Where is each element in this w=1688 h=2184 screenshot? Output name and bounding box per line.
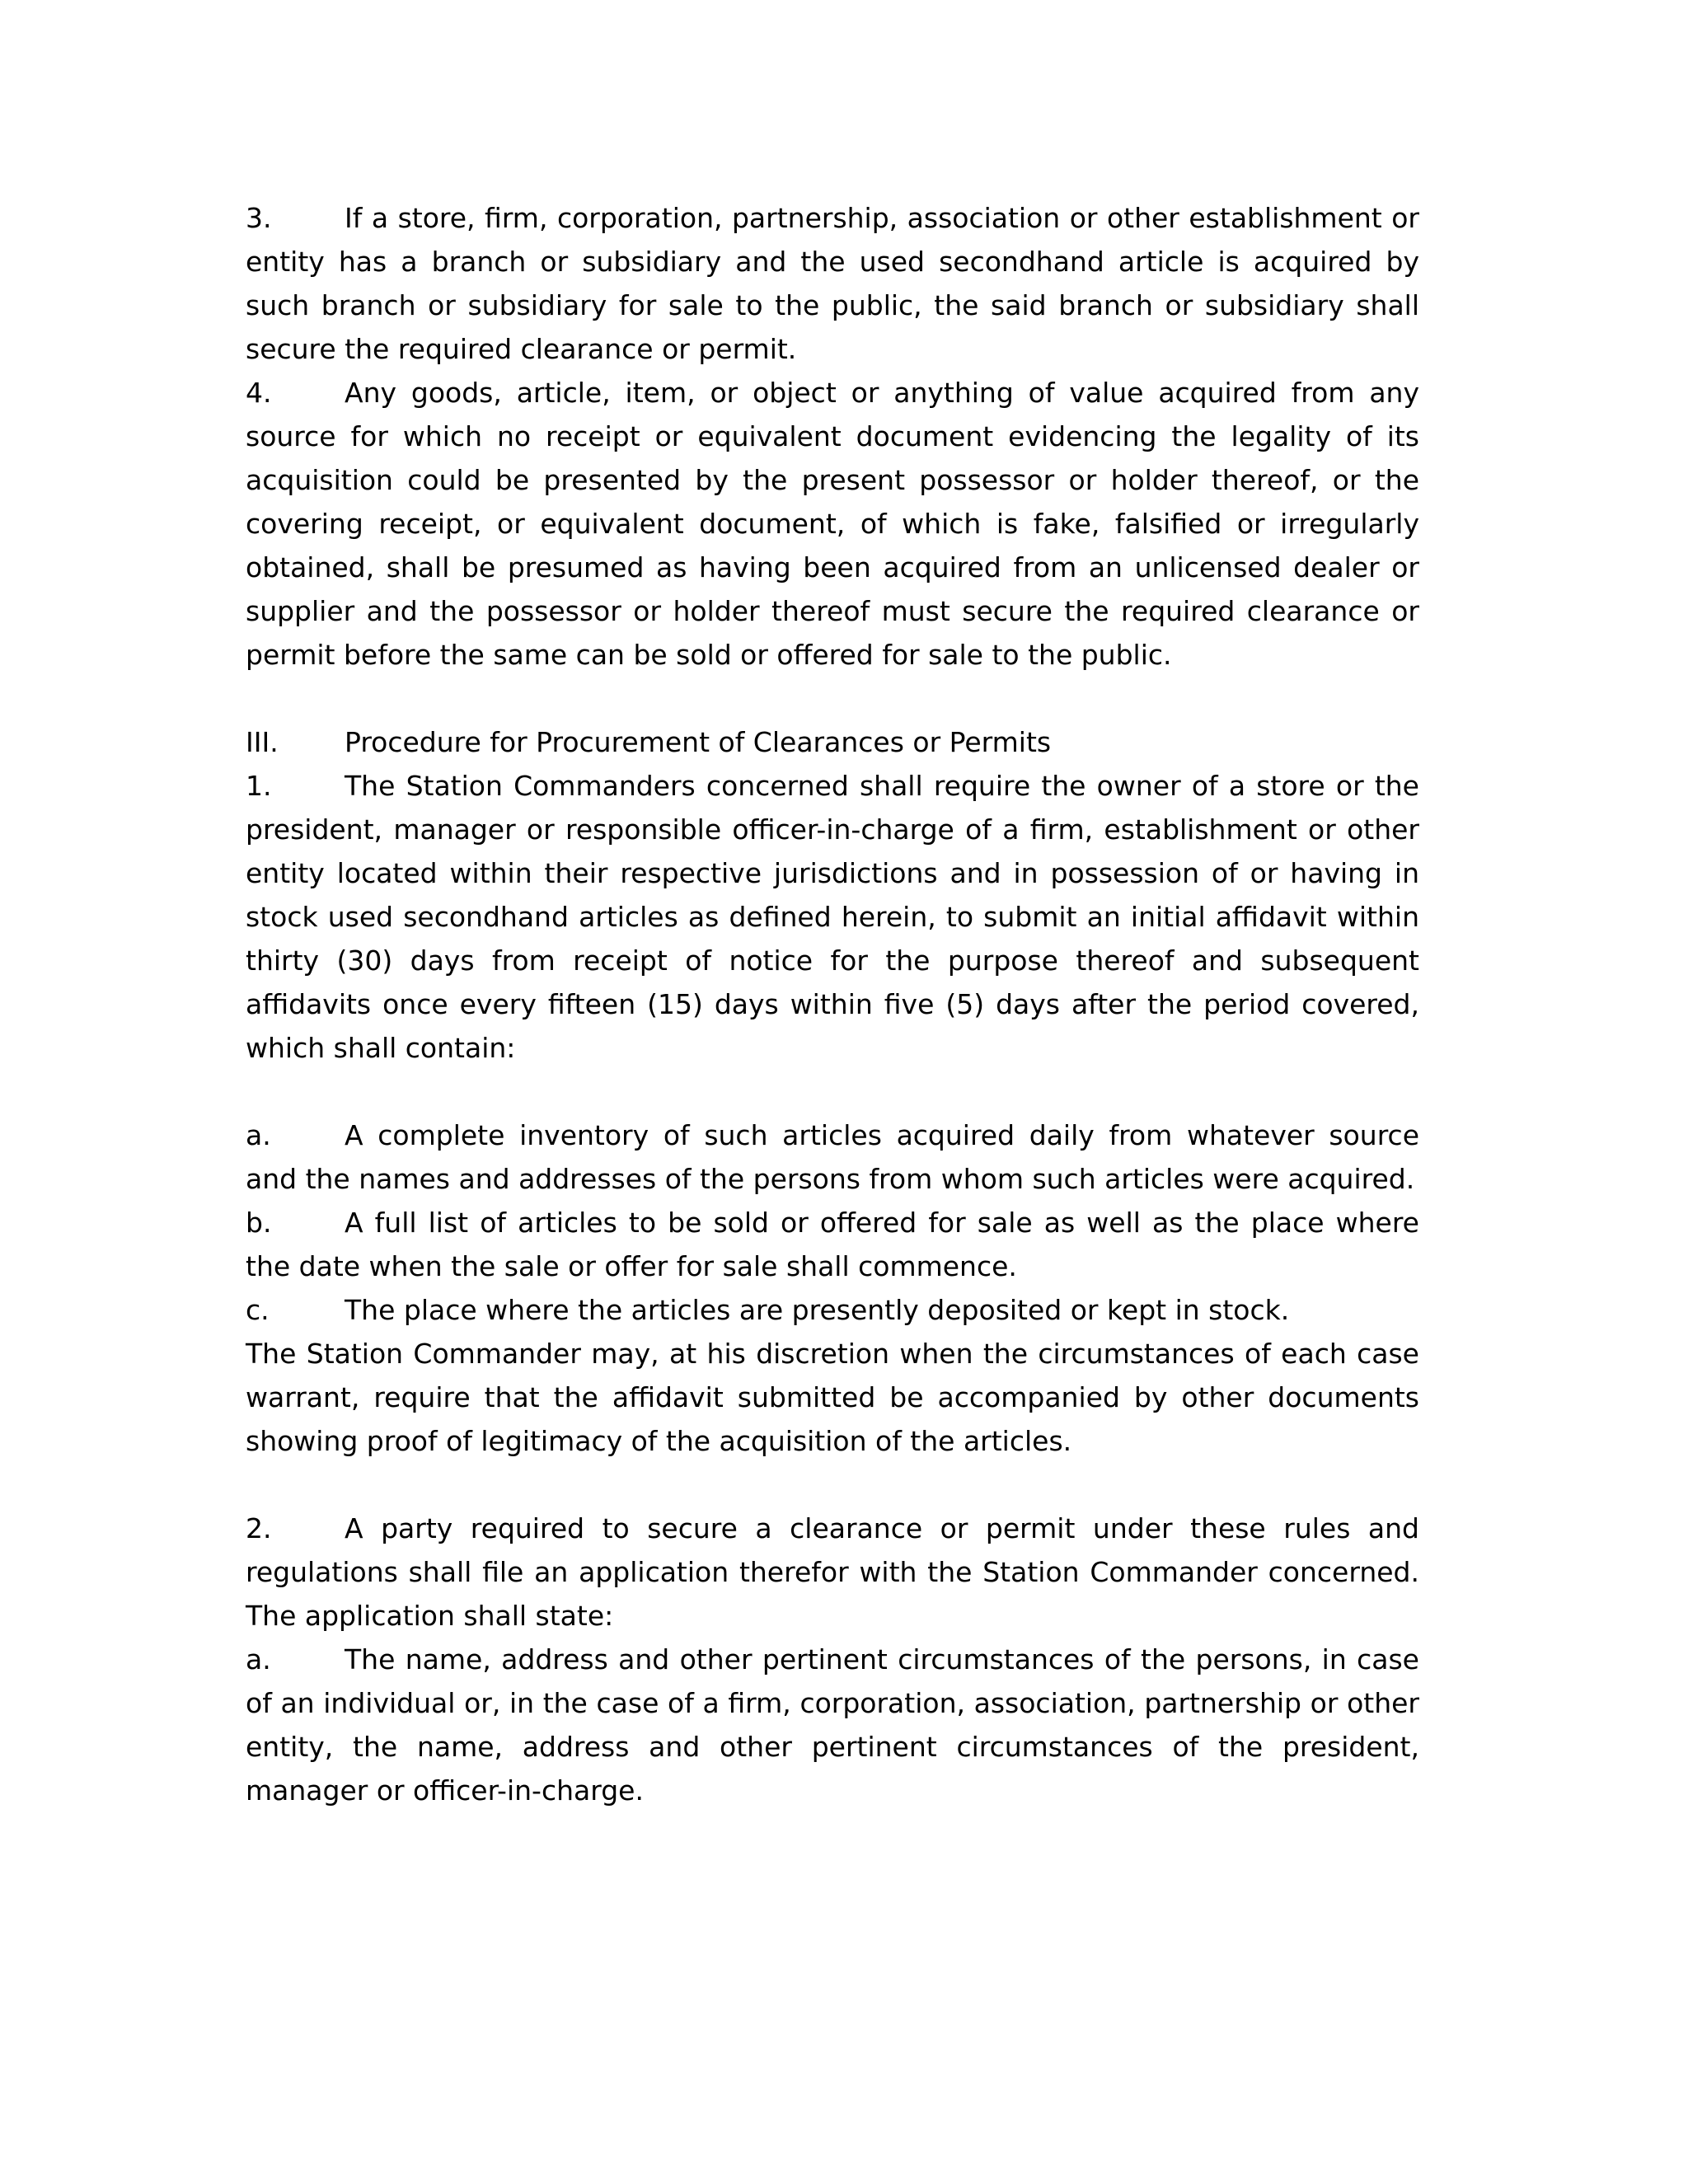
section-number: III. (246, 726, 279, 758)
item-text: The Station Commanders concerned shall require the owner of a store or the president, manager or responsible officer-in-charge of a firm, establishment or other entity located within their respective jurisdictions and in possession of or having in stock used secondhand articles as defined herein, to submit an initial affidavit within thirty (30) days from receipt of notice for the purpose thereof and subsequent affidavits once every fifteen (15) days within five (5) days after the period covered, which shall contain: (246, 770, 1419, 1064)
paragraph-sub-a (246, 1113, 1419, 1201)
paragraph-procedure-2 (246, 1507, 1419, 1638)
item-number: 2. (246, 1512, 272, 1544)
paragraph-procedure-1 (246, 764, 1419, 1070)
paragraph-sub-c (246, 1288, 1419, 1332)
sub-item-text: A full list of articles to be sold or offered for sale as well as the place where the date when the sale or offer for sale shall commence. (246, 1207, 1419, 1282)
item-number: 3. (246, 202, 272, 234)
sub-item-text: The place where the articles are presently deposited or kept in stock. (345, 1294, 1290, 1326)
document-page (246, 196, 1419, 1812)
paragraph-procedure-2-sub-a (246, 1638, 1419, 1812)
paragraph-item-4 (246, 371, 1419, 677)
item-text: A party required to secure a clearance or permit under these rules and regulations shall file an application therefor with the Station Commander concerned. The application shall state: (246, 1512, 1419, 1632)
sub-item-letter: a. (246, 1119, 271, 1151)
item-number: 4. (246, 377, 272, 409)
sub-item-letter: b. (246, 1207, 272, 1239)
spacer (246, 1463, 1419, 1507)
sub-item-letter: c. (246, 1294, 270, 1326)
item-number: 1. (246, 770, 272, 802)
sub-item-text: The name, address and other pertinent circumstances of the persons, in case of an individual or, in the case of a firm, corporation, association, partnership or other entity, the name, address and other pertinent circumstances of the president, manager or officer-in-charge. (246, 1643, 1419, 1807)
paragraph-sub-b (246, 1201, 1419, 1288)
paragraph-closing: The Station Commander may, at his discretion when the circumstances of each case warrant, require that the affidavit submitted be accompanied by other documents showing proof of legitimacy of the acquisition of the articles. (246, 1338, 1419, 1457)
sub-item-letter: a. (246, 1643, 271, 1675)
spacer (246, 1070, 1419, 1113)
spacer (246, 677, 1419, 720)
section-title: Procedure for Procurement of Clearances or Permits (345, 726, 1052, 758)
sub-item-text: A complete inventory of such articles acquired daily from whatever source and the names and addresses of the persons from whom such articles were acquired. (246, 1119, 1419, 1195)
section-heading (246, 720, 1419, 764)
paragraph-item-3 (246, 196, 1419, 371)
item-text: If a store, firm, corporation, partnership, association or other establishment or entity has a branch or subsidiary and the used secondhand article is acquired by such branch or subsidiary for sale to the public, the said branch or subsidiary shall secure the required clearance or permit. (246, 202, 1419, 365)
item-text: Any goods, article, item, or object or anything of value acquired from any source for which no receipt or equivalent document evidencing the legality of its acquisition could be presented by the present possessor or holder thereof, or the covering receipt, or equivalent document, of which is fake, falsified or irregularly obtained, shall be presumed as having been acquired from an unlicensed dealer or supplier and the possessor or holder thereof must secure the required clearance or permit before the same can be sold or offered for sale to the public. (246, 377, 1419, 671)
